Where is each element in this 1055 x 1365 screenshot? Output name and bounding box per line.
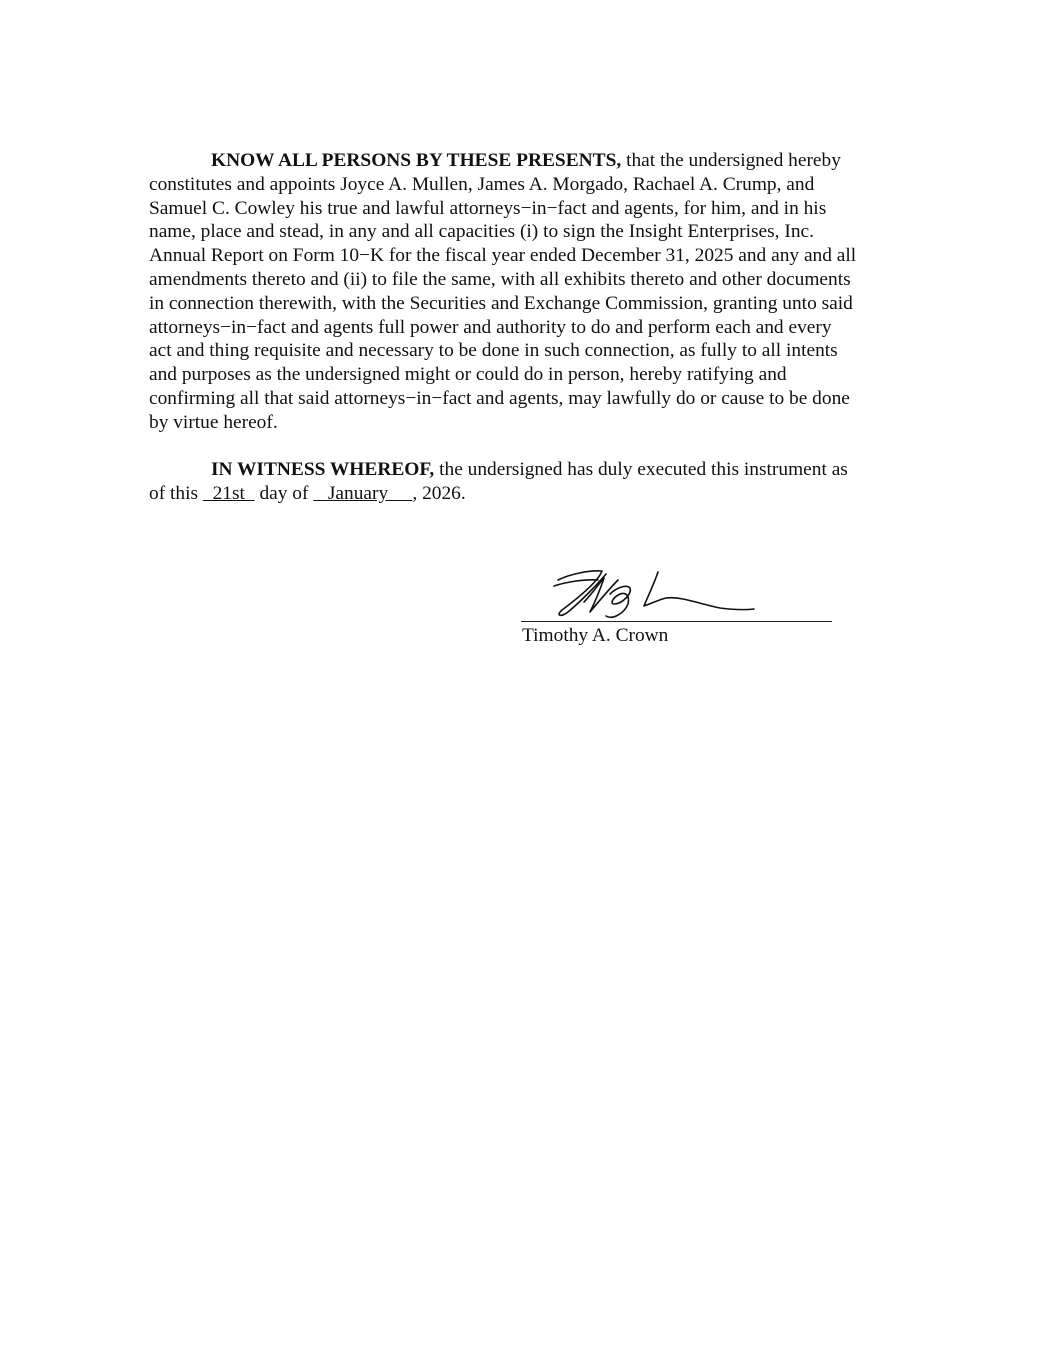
paragraph-line: act and thing requisite and necessary to be done in such connection, as fully to all intents <box>149 340 838 362</box>
paragraph-line: constitutes and appoints Joyce A. Mullen, James A. Morgado, Rachael A. Crump, and <box>149 173 815 195</box>
signature-strokes <box>554 571 754 617</box>
paragraph-line: and purposes as the undersigned might or could do in person, hereby ratifying and <box>149 364 787 386</box>
paragraph-line: name, place and stead, in any and all capacities (i) to sign the Insight Enterprises, Inc. <box>149 221 814 243</box>
paragraph-line: by virtue hereof. <box>149 411 278 433</box>
signature-line <box>521 621 832 622</box>
paragraph-line: attorneys−in−fact and agents full power and authority to do and perform each and every <box>149 316 832 338</box>
signer-name: Timothy A. Crown <box>522 625 669 646</box>
paragraph-line: confirming all that said attorneys−in−fact and agents, may lawfully do or cause to be done <box>149 387 850 409</box>
day-fill-in: 21st <box>202 482 255 504</box>
witness-date-line: of this 21st day of January , 2026. <box>149 482 466 504</box>
handwritten-signature <box>540 560 770 622</box>
power-of-attorney-paragraph <box>149 149 911 435</box>
witness-paragraph <box>149 458 911 506</box>
paragraph-line: Annual Report on Form 10−K for the fiscal year ended December 31, 2025 and any and all <box>149 245 857 267</box>
paragraph-first-line: KNOW ALL PERSONS BY THESE PRESENTS, that the undersigned hereby <box>211 150 841 171</box>
know-all-persons-heading: KNOW ALL PERSONS BY THESE PRESENTS, <box>211 150 622 171</box>
month-fill-in: January <box>313 482 413 504</box>
paragraph-line: in connection therewith, with the Securities and Exchange Commission, granting unto said <box>149 292 853 314</box>
paragraph-line: amendments thereto and (ii) to file the same, with all exhibits thereto and other documents <box>149 268 851 290</box>
witness-heading: IN WITNESS WHEREOF, <box>211 459 435 480</box>
witness-first-line: IN WITNESS WHEREOF, the undersigned has duly executed this instrument as <box>211 459 848 480</box>
paragraph-line: Samuel C. Cowley his true and lawful attorneys−in−fact and agents, for him, and in his <box>149 197 827 219</box>
